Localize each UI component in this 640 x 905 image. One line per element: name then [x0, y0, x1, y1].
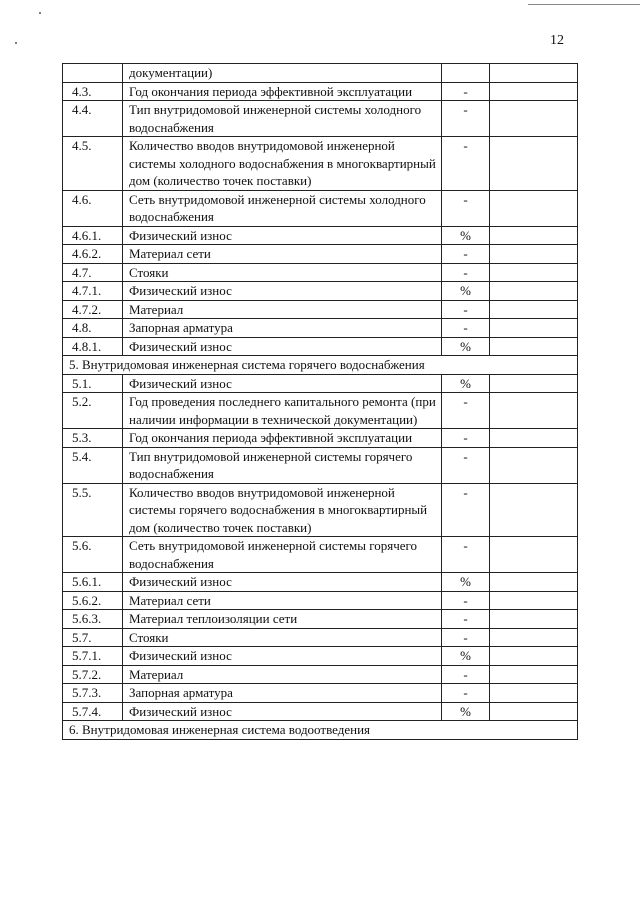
table-row — [63, 610, 578, 629]
item-name: Стояки — [123, 628, 442, 647]
item-name: Физический износ — [123, 702, 442, 721]
item-unit: - — [442, 610, 490, 629]
table-row — [63, 393, 578, 429]
item-number: 4.7. — [63, 263, 123, 282]
table-row — [63, 190, 578, 226]
item-name: Сеть внутридомовой инженерной системы горячего водоснабжения — [123, 537, 442, 573]
section-header-row — [63, 721, 578, 740]
item-number: 5.4. — [63, 447, 123, 483]
item-number: 5.6. — [63, 537, 123, 573]
item-value — [490, 64, 578, 83]
item-number: 4.6. — [63, 190, 123, 226]
item-unit: % — [442, 374, 490, 393]
item-value — [490, 429, 578, 448]
item-value — [490, 137, 578, 191]
item-number: 5.7. — [63, 628, 123, 647]
item-name: Тип внутридомовой инженерной системы холодного водоснабжения — [123, 101, 442, 137]
item-number: 4.7.1. — [63, 282, 123, 301]
item-value — [490, 374, 578, 393]
item-number: 5.6.1. — [63, 573, 123, 592]
item-name: Физический износ — [123, 337, 442, 356]
item-unit: - — [442, 137, 490, 191]
item-name: Физический износ — [123, 573, 442, 592]
item-number: 5.7.2. — [63, 665, 123, 684]
item-number — [63, 64, 123, 83]
item-number: 5.7.4. — [63, 702, 123, 721]
item-name: Материал теплоизоляции сети — [123, 610, 442, 629]
item-number: 4.3. — [63, 82, 123, 101]
item-value — [490, 647, 578, 666]
item-name: Стояки — [123, 263, 442, 282]
item-unit: - — [442, 82, 490, 101]
item-number: 4.7.2. — [63, 300, 123, 319]
item-number: 5.3. — [63, 429, 123, 448]
item-unit: % — [442, 226, 490, 245]
item-number: 4.4. — [63, 101, 123, 137]
item-unit: - — [442, 393, 490, 429]
item-value — [490, 483, 578, 537]
item-unit: % — [442, 337, 490, 356]
item-name: Материал сети — [123, 591, 442, 610]
item-value — [490, 337, 578, 356]
item-number: 5.2. — [63, 393, 123, 429]
item-name: Год окончания периода эффективной эксплуатации — [123, 429, 442, 448]
item-name: документации) — [123, 64, 442, 83]
scan-speck — [39, 12, 41, 14]
item-name: Физический износ — [123, 226, 442, 245]
item-number: 4.8. — [63, 319, 123, 338]
item-name: Материал — [123, 665, 442, 684]
item-unit: - — [442, 190, 490, 226]
item-unit: - — [442, 665, 490, 684]
table-row — [63, 684, 578, 703]
item-value — [490, 447, 578, 483]
item-value — [490, 591, 578, 610]
item-unit: - — [442, 483, 490, 537]
table-row — [63, 82, 578, 101]
table-row — [63, 245, 578, 264]
item-name: Сеть внутридомовой инженерной системы холодного водоснабжения — [123, 190, 442, 226]
table-row — [63, 429, 578, 448]
item-value — [490, 610, 578, 629]
item-number: 5.7.3. — [63, 684, 123, 703]
item-name: Количество вводов внутридомовой инженерной системы холодного водоснабжения в многоквартирный дом (количество точек поставки) — [123, 137, 442, 191]
item-number: 5.1. — [63, 374, 123, 393]
item-number: 4.8.1. — [63, 337, 123, 356]
scan-edge-line — [528, 4, 640, 5]
item-value — [490, 393, 578, 429]
item-name: Год проведения последнего капитального ремонта (при наличии информации в технической документации) — [123, 393, 442, 429]
item-unit: - — [442, 447, 490, 483]
table-row — [63, 665, 578, 684]
item-value — [490, 263, 578, 282]
table-row — [63, 101, 578, 137]
item-unit: - — [442, 684, 490, 703]
item-value — [490, 245, 578, 264]
item-value — [490, 573, 578, 592]
item-unit: - — [442, 245, 490, 264]
table-row — [63, 647, 578, 666]
item-unit: - — [442, 591, 490, 610]
item-unit: % — [442, 647, 490, 666]
scan-speck — [15, 42, 17, 44]
item-name: Материал — [123, 300, 442, 319]
table-row — [63, 591, 578, 610]
table-row — [63, 573, 578, 592]
table-row — [63, 319, 578, 338]
item-unit: - — [442, 263, 490, 282]
item-value — [490, 537, 578, 573]
item-value — [490, 319, 578, 338]
section-header-row — [63, 356, 578, 375]
item-number: 5.6.3. — [63, 610, 123, 629]
item-name: Год окончания периода эффективной эксплуатации — [123, 82, 442, 101]
item-value — [490, 282, 578, 301]
section-title: 6. Внутридомовая инженерная система водоотведения — [63, 721, 578, 740]
item-value — [490, 665, 578, 684]
item-unit: - — [442, 628, 490, 647]
item-unit: % — [442, 573, 490, 592]
section-title: 5. Внутридомовая инженерная система горячего водоснабжения — [63, 356, 578, 375]
item-name: Физический износ — [123, 647, 442, 666]
item-unit: - — [442, 429, 490, 448]
item-unit — [442, 64, 490, 83]
item-value — [490, 684, 578, 703]
table-row — [63, 628, 578, 647]
item-unit: - — [442, 319, 490, 338]
item-unit: % — [442, 282, 490, 301]
item-name: Материал сети — [123, 245, 442, 264]
item-name: Запорная арматура — [123, 319, 442, 338]
item-value — [490, 82, 578, 101]
table-row — [63, 263, 578, 282]
item-unit: - — [442, 537, 490, 573]
item-value — [490, 628, 578, 647]
item-value — [490, 300, 578, 319]
specification-table — [62, 63, 578, 740]
item-name: Физический износ — [123, 282, 442, 301]
item-number: 4.5. — [63, 137, 123, 191]
table-row — [63, 702, 578, 721]
item-unit: - — [442, 101, 490, 137]
item-name: Количество вводов внутридомовой инженерной системы горячего водоснабжения в многоквартирный дом (количество точек поставки) — [123, 483, 442, 537]
item-number: 5.6.2. — [63, 591, 123, 610]
item-number: 4.6.1. — [63, 226, 123, 245]
item-name: Запорная арматура — [123, 684, 442, 703]
table-row — [63, 337, 578, 356]
item-value — [490, 101, 578, 137]
item-unit: - — [442, 300, 490, 319]
table-row — [63, 447, 578, 483]
table-row — [63, 300, 578, 319]
item-unit: % — [442, 702, 490, 721]
item-number: 5.7.1. — [63, 647, 123, 666]
table-body — [63, 64, 578, 740]
table-row — [63, 137, 578, 191]
table-row — [63, 483, 578, 537]
item-name: Тип внутридомовой инженерной системы горячего водоснабжения — [123, 447, 442, 483]
table-row — [63, 64, 578, 83]
item-value — [490, 702, 578, 721]
item-value — [490, 190, 578, 226]
item-number: 5.5. — [63, 483, 123, 537]
table-row — [63, 282, 578, 301]
table-row — [63, 537, 578, 573]
table-row — [63, 226, 578, 245]
item-name: Физический износ — [123, 374, 442, 393]
item-number: 4.6.2. — [63, 245, 123, 264]
page-number: 12 — [550, 33, 564, 48]
table-row — [63, 374, 578, 393]
item-value — [490, 226, 578, 245]
